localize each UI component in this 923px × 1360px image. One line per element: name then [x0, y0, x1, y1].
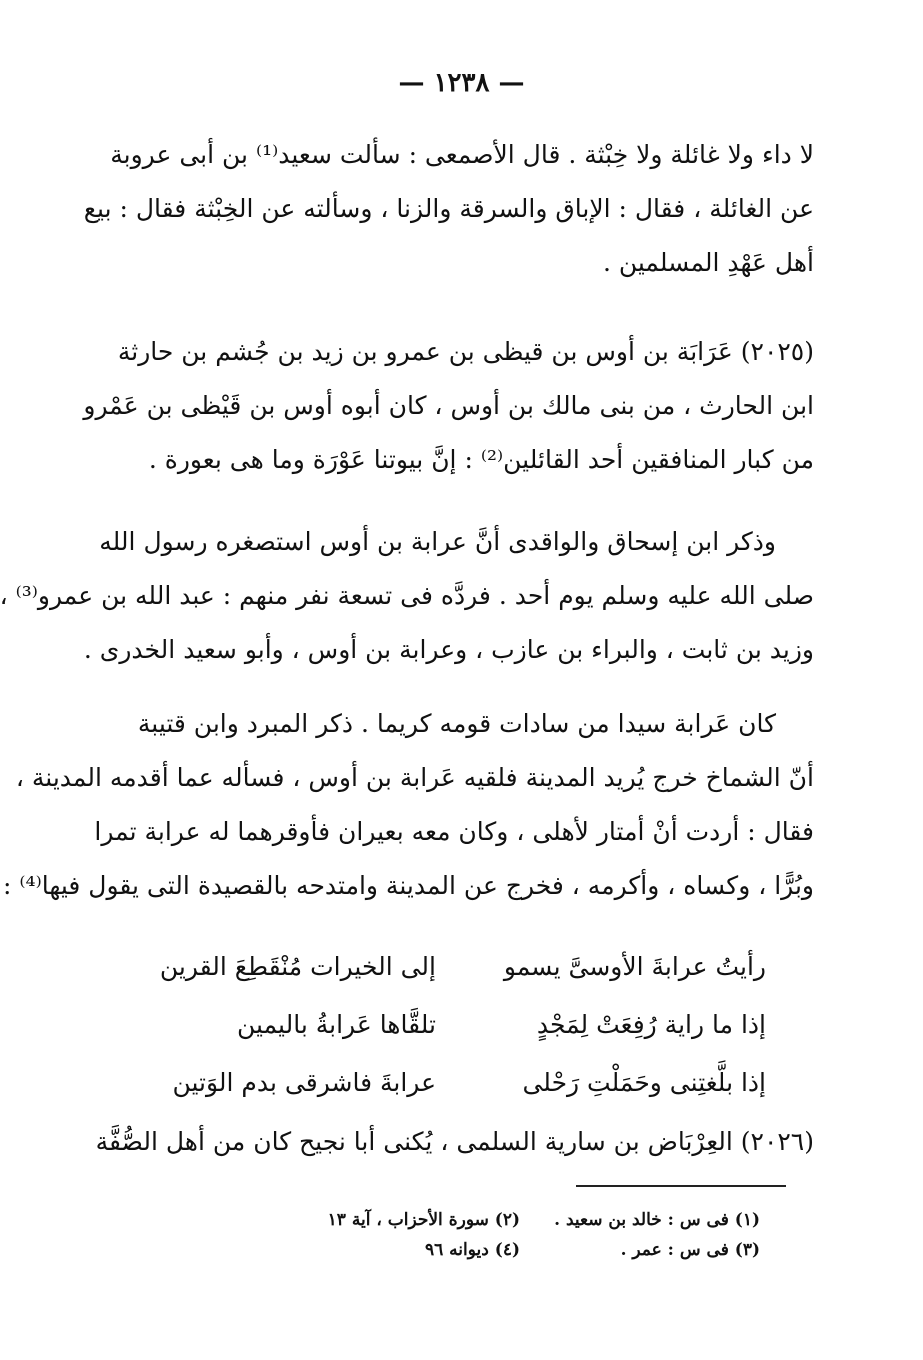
verse-second-hemistich: عرابةَ فاشرقى بدم الوَتين — [172, 1068, 436, 1097]
verse-second-hemistich: إلى الخيرات مُنْقَطِعَ القرين — [159, 952, 436, 981]
paragraph-continuation — [83, 128, 814, 290]
poem — [142, 938, 814, 1112]
entry-2025 — [83, 325, 814, 487]
text-line: عن الغائلة ، فقال : الإباق والسرقة والزنا ، وسألته عن الخِبْثة فقال : بيع — [83, 194, 814, 223]
text-line: (٢٠٢٥) عَرَابَة بن أوس بن قيظى بن عمرو بن زيد بن جُشم بن حارثة — [117, 337, 814, 366]
text-line: كان عَرابة سيدا من سادات قومه كريما . ذكر المبرد وابن قتيبة — [137, 709, 776, 738]
verse-first-hemistich: إذا ما راية رُفِعَتْ لِمَجْدٍ — [536, 1010, 766, 1039]
text-line: صلى الله عليه وسلم يوم أحد . فردَّه فى تسعة نفر منهم : عبد الله بن عمرو⁽³⁾ ، — [0, 581, 814, 610]
paragraph-ibn-ishaq — [0, 515, 814, 677]
poem-verse — [142, 996, 814, 1054]
text-line: (٢٠٢٦) العِرْبَاض بن سارية السلمى ، يُكنى أبا نجيح كان من أهل الصُّفَّة — [95, 1127, 814, 1156]
text-line: وزيد بن ثابت ، والبراء بن عازب ، وعرابة بن أوس ، وأبو سعيد الخدرى . — [83, 635, 814, 664]
text-line: لا داء ولا غائلة ولا خِبْثة . قال الأصمعى : سألت سعيد⁽¹⁾ بن أبى عروبة — [110, 140, 814, 169]
footnote-2: (٢) سورة الأحزاب ، آية ١٣ — [327, 1210, 520, 1230]
text-line: من كبار المنافقين أحد القائلين⁽²⁾ : إنَّ بيوتنا عَوْرَة وما هى بعورة . — [148, 445, 814, 474]
text-line: وبُرًّا ، وكساه ، وأكرمه ، فخرج عن المدينة وامتدحه بالقصيدة التى يقول فيها⁽⁴⁾ : — [3, 871, 814, 900]
footnote-1: (١) فى س : خالد بن سعيد . — [554, 1210, 760, 1230]
footnote-4: (٤) ديوانه ٩٦ — [425, 1240, 520, 1260]
footnote-3: (٣) فى س : عمر . — [620, 1240, 760, 1260]
verse-second-hemistich: تلقَّاها عَرابةُ باليمين — [237, 1010, 436, 1039]
entry-2026 — [95, 1115, 814, 1169]
verse-first-hemistich: إذا بلَّغتِنى وحَمَلْتِ رَحْلى — [522, 1068, 766, 1097]
text-line: وذكر ابن إسحاق والواقدى أنَّ عرابة بن أوس استصغره رسول الله — [99, 527, 776, 556]
footnotes — [260, 1205, 760, 1265]
verse-first-hemistich: رأيتُ عرابةَ الأوسىَّ يسمو — [503, 952, 766, 981]
paragraph-arabah-generosity — [3, 697, 814, 913]
poem-verse — [142, 1054, 814, 1112]
text-line: أهل عَهْدِ المسلمين . — [602, 248, 814, 277]
footnote-divider — [576, 1185, 786, 1187]
text-line: فقال : أردت أنْ أمتار لأهلى ، وكان معه بعيران فأوقرهما له عرابة تمرا — [94, 817, 814, 846]
page-number: — ١٢٣٨ — — [398, 68, 525, 98]
footnote-row — [260, 1235, 760, 1265]
text-line: أنّ الشماخ خرج يُريد المدينة فلقيه عَرابة بن أوس ، فسأله عما أقدمه المدينة ، — [15, 763, 814, 792]
poem-verse — [142, 938, 814, 996]
text-line: ابن الحارث ، من بنى مالك بن أوس ، كان أبوه أوس بن قَيْظى بن عَمْرو — [83, 391, 814, 420]
footnote-row — [260, 1205, 760, 1235]
